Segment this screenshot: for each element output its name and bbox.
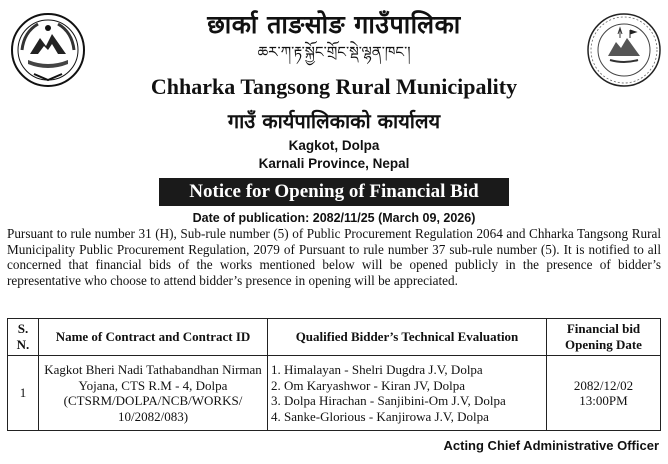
opening-time: 13:00PM bbox=[579, 393, 628, 408]
bid-table bbox=[7, 318, 661, 431]
notice-title-banner: Notice for Opening of Financial Bid bbox=[159, 178, 509, 206]
notice-body-text: Pursuant to rule number 31 (H), Sub-rule number (5) of Public Procurement Regulation 2064 and Chharka Tangsong Rural Municipality Public Procurement Regulation, 2079 of Pursuant to rule number 37 sub-rule number (5). It is notified to all concerned that financial bids of the works mentioned below will be opened publicly in the presence of bidder’s representative who choose to attend bidder’s presence in opening will be appreciated. bbox=[7, 226, 661, 288]
address-line-1: Kagkot, Dolpa bbox=[288, 138, 380, 153]
cell-contract-name: Kagkot Bheri Nadi Tathabandhan Nirman Yojana, CTS R.M - 4, Dolpa (CTSRM/DOLPA/NCB/WORKS/ 10/2082/083) bbox=[39, 356, 268, 431]
bidder-item: 1. Himalayan - Shelri Dugdra J.V, Dolpa bbox=[271, 362, 483, 377]
bidder-item: 2. Om Karyashwor - Kiran JV, Dolpa bbox=[271, 377, 466, 393]
municipality-title-nepali: छार्का ताङसोङ गाउँपालिका bbox=[207, 10, 461, 39]
bidder-item: 4. Sanke-Glorious - Kanjirowa J.V, Dolpa bbox=[271, 408, 489, 424]
header-sn: S. N. bbox=[8, 319, 39, 356]
publication-date: Date of publication: 2082/11/25 (March 09, 2026) bbox=[192, 211, 476, 225]
cell-sn: 1 bbox=[8, 356, 39, 431]
signatory-title: Acting Chief Administrative Officer bbox=[443, 438, 659, 453]
municipality-title-tibetan: ཆར་ཀ་རྟ་སྐྱོང་གྲོང་སྡེ་ལྷན་ཁང་། bbox=[257, 43, 411, 61]
header-bidders: Qualified Bidder’s Technical Evaluation bbox=[268, 319, 547, 356]
table-header-row bbox=[8, 319, 661, 356]
office-title: गाउँ कार्यपालिकाको कार्यालय bbox=[227, 109, 441, 133]
table-row bbox=[8, 356, 661, 431]
header-contract-name: Name of Contract and Contract ID bbox=[39, 319, 268, 356]
header-opening-date: Financial bid Opening Date bbox=[547, 319, 661, 356]
municipality-title-english: Chharka Tangsong Rural Municipality bbox=[150, 74, 518, 99]
cell-bidders bbox=[268, 356, 547, 431]
cell-opening-date bbox=[547, 356, 661, 431]
address-line-2: Karnali Province, Nepal bbox=[258, 156, 410, 171]
opening-date: 2082/12/02 bbox=[573, 377, 634, 393]
bidder-item: 3. Dolpa Hirachan - Sanjibini-Om J.V, Dolpa bbox=[271, 393, 506, 408]
